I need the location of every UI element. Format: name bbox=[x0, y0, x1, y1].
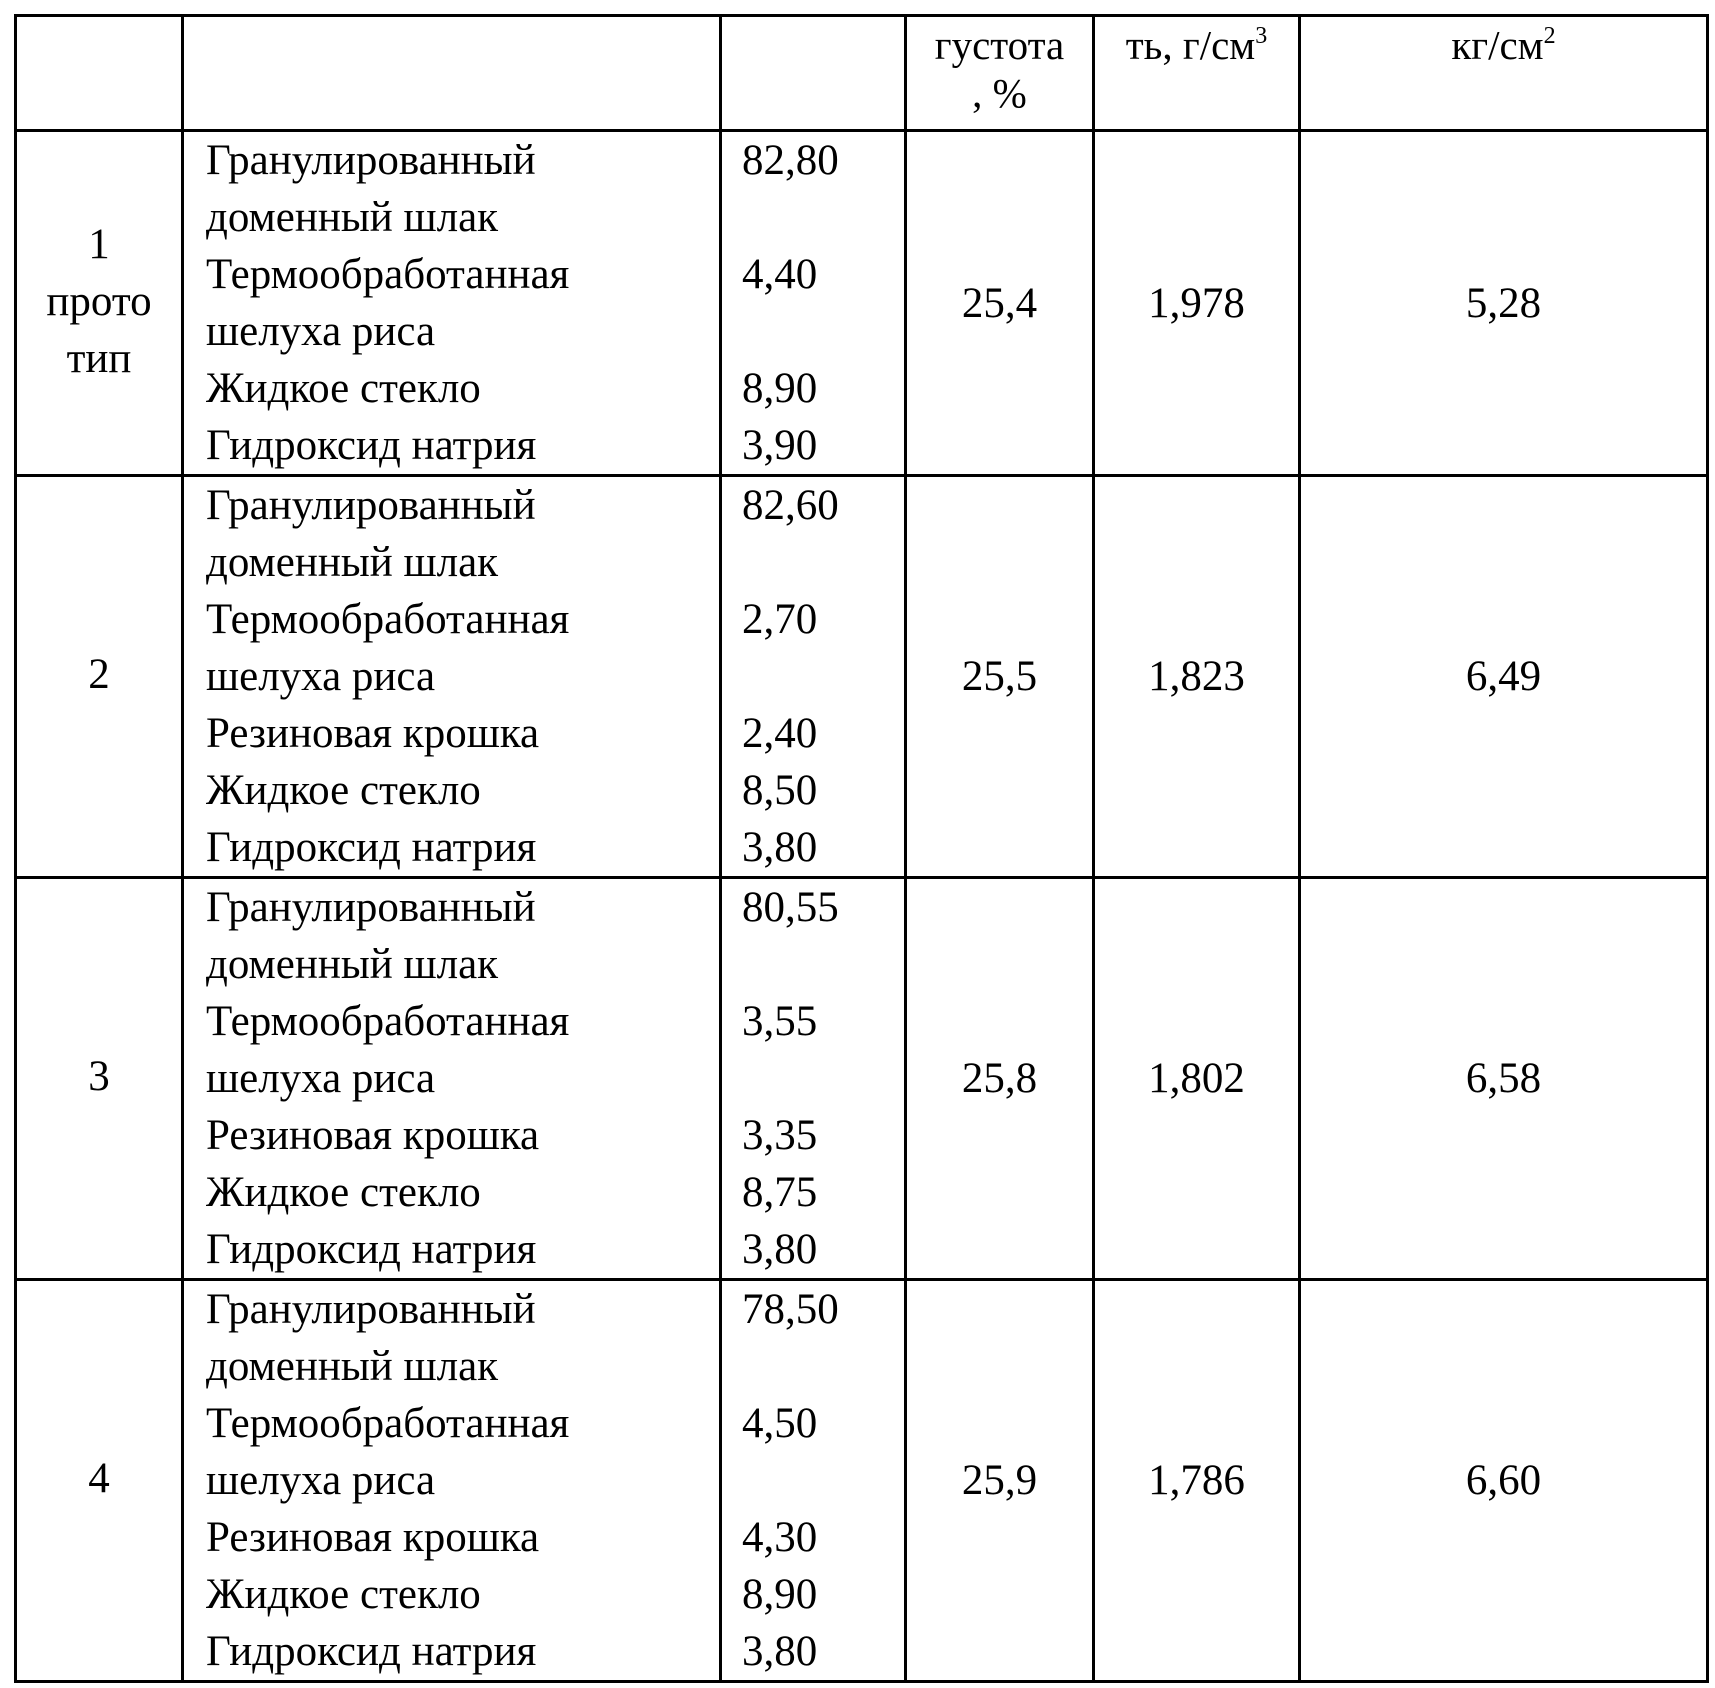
row-index-cell bbox=[16, 878, 183, 1280]
consistency-cell: 25,4 bbox=[906, 131, 1094, 476]
component-value: 2,70 bbox=[742, 596, 818, 643]
header-strength bbox=[1300, 16, 1708, 131]
component-value bbox=[742, 936, 904, 993]
row-index-text: 2 bbox=[88, 651, 110, 698]
component-value: 3,55 bbox=[742, 998, 818, 1045]
component-value: 8,50 bbox=[742, 767, 818, 814]
row-index-cell bbox=[16, 476, 183, 878]
row-index-text: 3 bbox=[88, 1053, 110, 1100]
component-name: доменный шлак bbox=[206, 1343, 499, 1390]
row-index-text: 4 bbox=[88, 1455, 110, 1502]
row-index-cell bbox=[16, 131, 183, 476]
header-cell-2 bbox=[183, 16, 721, 131]
density-cell: 1,786 bbox=[1094, 1280, 1300, 1682]
component-name: шелуха риса bbox=[206, 1457, 436, 1504]
composition-table bbox=[14, 14, 1709, 1683]
component-name: Резиновая крошка bbox=[206, 710, 540, 757]
row-index-cell bbox=[16, 1280, 183, 1682]
header-row bbox=[16, 16, 1708, 131]
row-index-text: тип bbox=[66, 334, 132, 382]
component-value: 80,55 bbox=[742, 884, 839, 931]
component-name: шелуха риса bbox=[206, 308, 436, 355]
components-cell bbox=[183, 878, 721, 1280]
component-name: Гранулированный bbox=[206, 482, 536, 529]
component-name: Гидроксид натрия bbox=[206, 1226, 537, 1273]
components-cell bbox=[183, 476, 721, 878]
consistency-cell: 25,8 bbox=[906, 878, 1094, 1280]
density-cell: 1,802 bbox=[1094, 878, 1300, 1280]
header-strength-sup: 2 bbox=[1543, 23, 1556, 49]
header-density-sup: 3 bbox=[1255, 23, 1268, 49]
component-name: Гранулированный bbox=[206, 137, 536, 184]
component-name: Гранулированный bbox=[206, 1286, 536, 1333]
component-name: Гранулированный bbox=[206, 884, 536, 931]
header-cell-1 bbox=[16, 16, 183, 131]
component-value: 3,80 bbox=[742, 1226, 818, 1273]
component-value: 82,80 bbox=[742, 137, 839, 184]
table-row bbox=[16, 1280, 1708, 1682]
component-name: Жидкое стекло bbox=[206, 365, 481, 412]
row-index-text: прото bbox=[46, 277, 152, 325]
consistency-cell: 25,9 bbox=[906, 1280, 1094, 1682]
component-name: Гидроксид натрия bbox=[206, 1628, 537, 1675]
component-name: доменный шлак bbox=[206, 194, 499, 241]
values-cell bbox=[721, 131, 906, 476]
table-row bbox=[16, 476, 1708, 878]
row-index-text: 1 bbox=[88, 220, 110, 268]
component-name: Термообработанная bbox=[206, 251, 570, 298]
strength-cell: 6,58 bbox=[1300, 878, 1708, 1280]
component-value: 3,80 bbox=[742, 1628, 818, 1675]
values-cell bbox=[721, 1280, 906, 1682]
strength-cell: 6,49 bbox=[1300, 476, 1708, 878]
header-consistency-text: густота , % bbox=[934, 22, 1065, 116]
components-cell bbox=[183, 131, 721, 476]
component-name: Термообработанная bbox=[206, 998, 570, 1045]
component-value bbox=[742, 1338, 904, 1395]
table-row bbox=[16, 131, 1708, 476]
component-value bbox=[742, 1452, 904, 1509]
header-consistency bbox=[906, 16, 1094, 131]
component-name: Резиновая крошка bbox=[206, 1514, 540, 1561]
values-cell bbox=[721, 878, 906, 1280]
header-cell-3 bbox=[721, 16, 906, 131]
component-value: 78,50 bbox=[742, 1286, 839, 1333]
values-cell bbox=[721, 476, 906, 878]
component-value: 8,90 bbox=[742, 365, 818, 412]
component-name: Гидроксид натрия bbox=[206, 824, 537, 871]
header-density-text: ть, г/см bbox=[1125, 22, 1256, 68]
component-name: доменный шлак bbox=[206, 941, 499, 988]
strength-cell: 5,28 bbox=[1300, 131, 1708, 476]
component-value: 3,90 bbox=[742, 422, 818, 469]
component-value: 3,35 bbox=[742, 1112, 818, 1159]
component-name: Резиновая крошка bbox=[206, 1112, 540, 1159]
consistency-cell: 25,5 bbox=[906, 476, 1094, 878]
component-name: Термообработанная bbox=[206, 1400, 570, 1447]
component-value: 3,80 bbox=[742, 824, 818, 871]
density-cell: 1,978 bbox=[1094, 131, 1300, 476]
component-value bbox=[742, 534, 904, 591]
component-value bbox=[742, 189, 904, 246]
header-density bbox=[1094, 16, 1300, 131]
component-value bbox=[742, 648, 904, 705]
component-name: Жидкое стекло bbox=[206, 1169, 481, 1216]
component-value: 2,40 bbox=[742, 710, 818, 757]
table-row bbox=[16, 878, 1708, 1280]
component-name: шелуха риса bbox=[206, 1055, 436, 1102]
component-value: 8,90 bbox=[742, 1571, 818, 1618]
component-value bbox=[742, 303, 904, 360]
components-cell bbox=[183, 1280, 721, 1682]
component-value: 82,60 bbox=[742, 482, 839, 529]
density-cell: 1,823 bbox=[1094, 476, 1300, 878]
component-value: 4,40 bbox=[742, 251, 818, 298]
component-name: шелуха риса bbox=[206, 653, 436, 700]
component-name: Жидкое стекло bbox=[206, 767, 481, 814]
component-name: Гидроксид натрия bbox=[206, 422, 537, 469]
component-name: Жидкое стекло bbox=[206, 1571, 481, 1618]
component-value: 4,30 bbox=[742, 1514, 818, 1561]
component-name: Термообработанная bbox=[206, 596, 570, 643]
strength-cell: 6,60 bbox=[1300, 1280, 1708, 1682]
component-value: 8,75 bbox=[742, 1169, 818, 1216]
component-name: доменный шлак bbox=[206, 539, 499, 586]
component-value bbox=[742, 1050, 904, 1107]
header-strength-text: кг/см bbox=[1451, 22, 1544, 68]
component-value: 4,50 bbox=[742, 1400, 818, 1447]
